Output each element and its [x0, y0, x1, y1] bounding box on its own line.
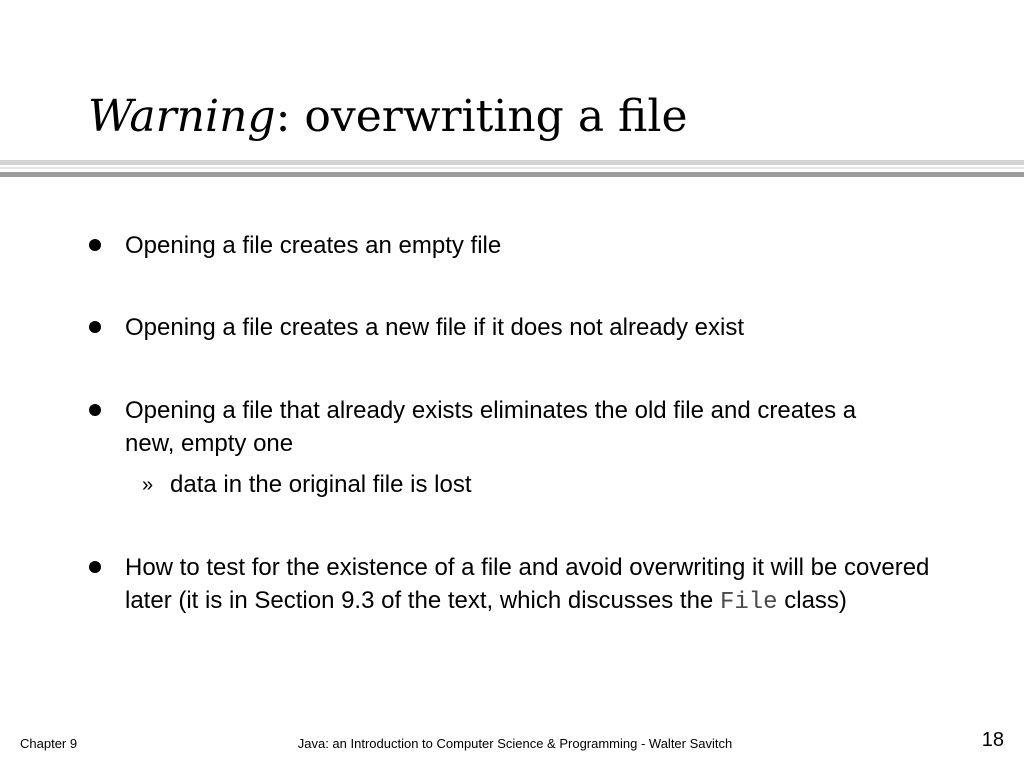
footer-chapter: Chapter 9: [20, 736, 78, 751]
bullet-dot-icon: [89, 321, 101, 333]
slide-title-emphasis: Warning: [88, 91, 276, 142]
code-file-class: File: [719, 589, 778, 616]
sub-bullet-item: data in the original file is lost: [170, 471, 472, 498]
footer-book-title: Java: an Introduction to Computer Science & Programming - Walter Savitch: [297, 736, 733, 751]
bullet-dot-icon: [89, 561, 101, 573]
bullet-dot-icon: [89, 239, 101, 251]
bullet-item-2: Opening a file creates a new file if it does not already exist: [125, 314, 745, 341]
bullet-item-3: Opening a file that already exists eliminates the old file and creates a new, empty one: [125, 397, 857, 457]
bullet-dot-icon: [89, 404, 101, 416]
slide-title-rest: : overwriting a file: [275, 91, 688, 142]
bullet-item-4-text-end: class): [777, 587, 847, 614]
bullet-item-4-text: How to test for the existence of a file and avoid overwriting it will be covered later (it is in Section 9.3 of the text, which discusses the: [125, 554, 930, 614]
bullet-item-4: [125, 551, 945, 619]
page-number: 18: [981, 729, 1004, 751]
sub-bullet-marker-icon: »: [142, 474, 154, 496]
bullet-item-1: Opening a file creates an empty file: [125, 232, 502, 259]
